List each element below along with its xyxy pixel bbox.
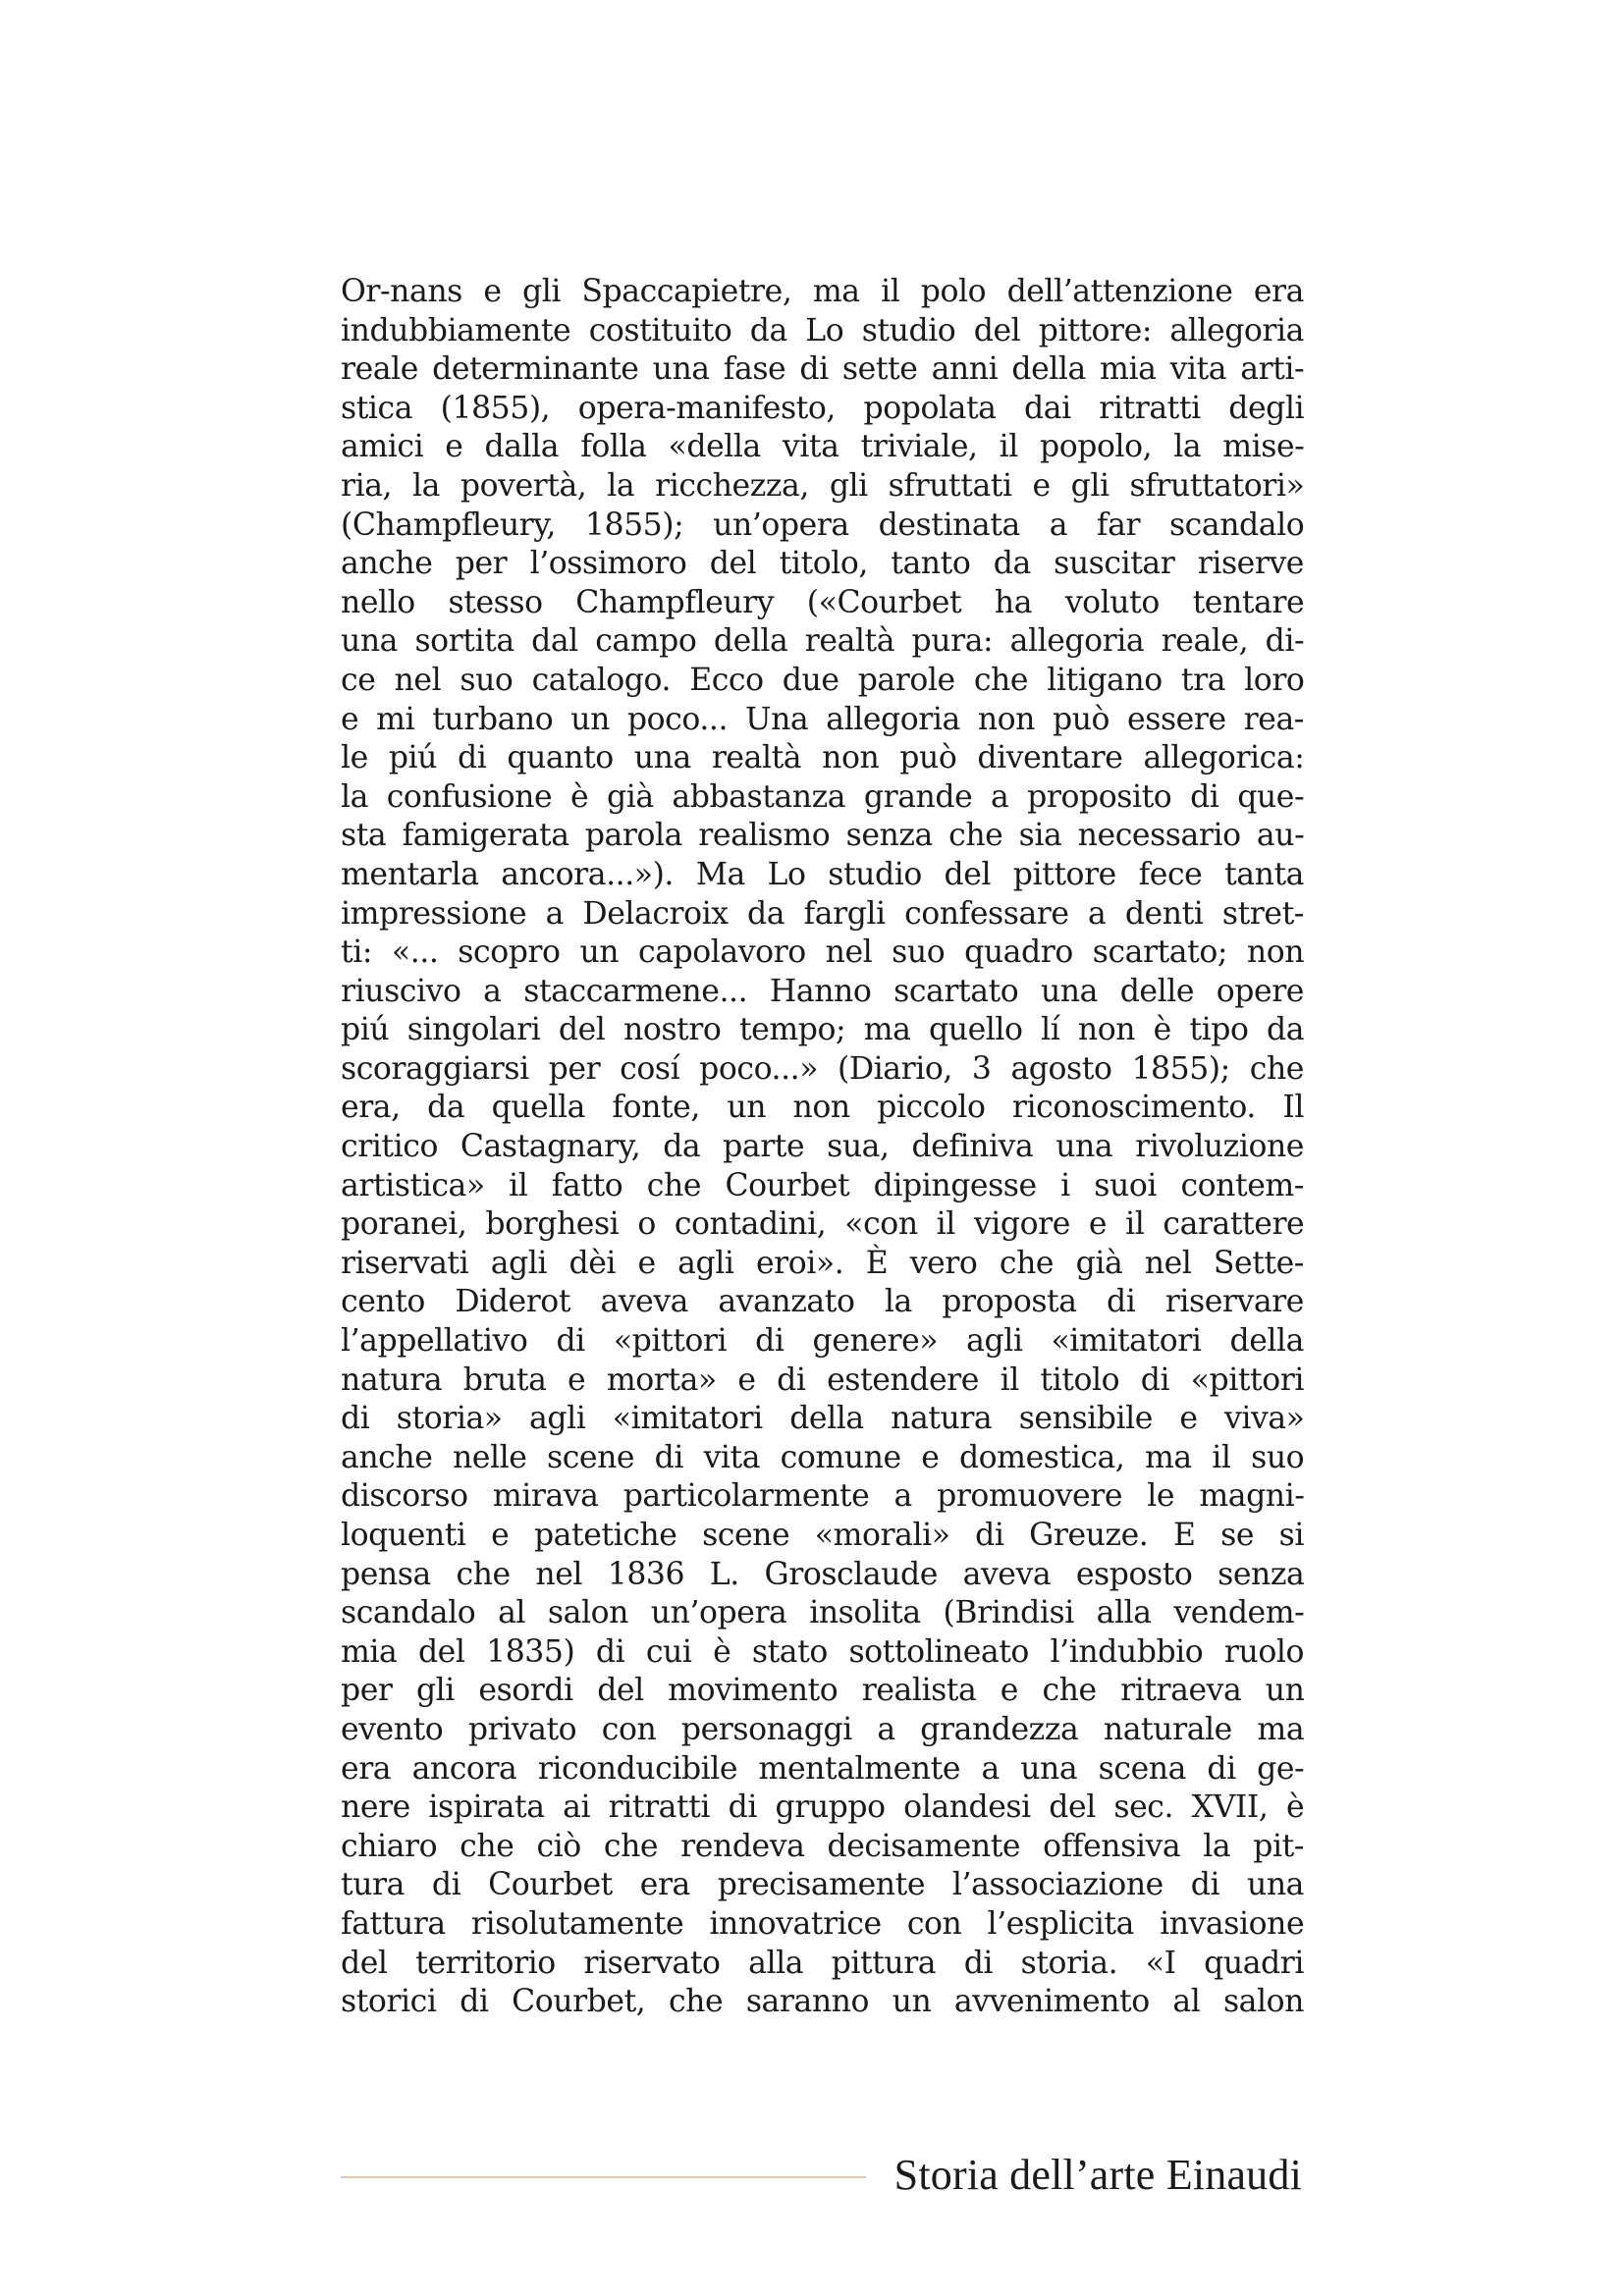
text-line: per gli esordi del movimento realista e che ritraeva un [341,1673,1305,1709]
text-line: stica (1855), opera-manifesto, popolata dai ritratti degli [341,390,1305,426]
text-line: artistica» il fatto che Courbet dipingesse i suoi contem- [341,1167,1304,1203]
text-line: riservati agli dèi e agli eroi». È vero che già nel Sette- [341,1245,1304,1281]
text-line: era ancora riconducibile mentalmente a una scena di ge- [341,1750,1305,1787]
text-line: amici e dalla folla «della vita triviale, il popolo, la mise- [341,429,1305,465]
text-line: indubbiamente costituito da Lo studio del pittore: allegoria [341,312,1304,348]
text-line: tura di Courbet era precisamente l’associazione di una [341,1867,1304,1903]
footer-title: Storia dell’arte Einaudi [893,2151,1302,2199]
text-line: loquenti e patetiche scene «morali» di Greuze. E se si [341,1518,1304,1553]
text-line: ce nel suo catalogo. Ecco due parole che litigano tra loro [341,662,1305,698]
text-line: del territorio riservato alla pittura di storia. «I quadri [341,1945,1304,1981]
text-line: impressione a Delacroix da fargli confessare a denti stret- [341,895,1304,932]
text-line: anche per l’ossimoro del titolo, tanto da suscitar riserve [341,546,1304,582]
text-line: natura bruta e morta» e di estendere il titolo di «pittori [341,1362,1304,1398]
text-line: scoraggiarsi per cosí poco...» (Diario, 3 agosto 1855); che [341,1050,1304,1087]
text-line: l’appellativo di «pittori di genere» agli «imitatori della [341,1323,1304,1360]
text-line: poranei, borghesi o contadini, «con il vigore e il carattere [341,1206,1305,1243]
text-line: e mi turbano un poco... Una allegoria non può essere rea- [341,701,1304,737]
text-line: nello stesso Champfleury («Courbet ha voluto tentare [341,584,1305,620]
text-line: anche nelle scene di vita comune e domestica, ma il suo [341,1439,1305,1475]
text-line: piú singolari del nostro tempo; ma quello lí non è tipo da [341,1012,1305,1048]
text-line: la confusione è già abbastanza grande a proposito di que- [341,778,1305,815]
text-line: storici di Courbet, che saranno un avvenimento al salon [341,1984,1304,2020]
text-line: reale determinante una fase di sette anni della mia vita arti- [341,351,1305,388]
text-line: mentarla ancora...»). Ma Lo studio del pittore fece tanta [341,856,1304,892]
text-line: riuscivo a staccarmene... Hanno scartato una delle opere [341,973,1304,1009]
text-line: fattura risolutamente innovatrice con l’esplicita invasione [341,1905,1305,1942]
text-line: chiaro che ciò che rendeva decisamente offensiva la pit- [341,1828,1304,1864]
text-line: evento privato con personaggi a grandezza naturale ma [341,1711,1305,1747]
text-line: Or-nans e gli Spaccapietre, ma il polo dell’attenzione era [341,274,1304,309]
text-line: sta famigerata parola realismo senza che sia necessario au- [341,818,1305,854]
text-line: pensa che nel 1836 L. Grosclaude aveva esposto senza [341,1556,1305,1592]
text-line: una sortita dal campo della realtà pura: allegoria reale, di- [341,623,1305,660]
text-line: scandalo al salon un’opera insolita (Brindisi alla vendem- [341,1595,1305,1631]
text-line: ti: «... scopro un capolavoro nel suo quadro scartato; non [341,934,1305,971]
text-line: di storia» agli «imitatori della natura sensibile e viva» [341,1401,1305,1437]
text-line: mia del 1835) di cui è stato sottolineato l’indubbio ruolo [341,1633,1304,1670]
text-line: nere ispirata ai ritratti di gruppo olandesi del sec. XVII, è [341,1789,1305,1826]
text-line: era, da quella fonte, un non piccolo riconoscimento. Il [341,1090,1304,1126]
text-line: discorso mirava particolarmente a promuovere le magni- [341,1478,1305,1515]
footer-rule [341,2176,866,2178]
text-line: (Champfleury, 1855); un’opera destinata a far scandalo [341,507,1305,543]
text-line: cento Diderot aveva avanzato la proposta di riservare [341,1284,1304,1320]
text-line: critico Castagnary, da parte sua, definiva una rivoluzione [341,1129,1304,1165]
body-text [341,273,1304,2022]
text-line: ria, la povertà, la ricchezza, gli sfruttati e gli sfruttatori» [341,467,1305,504]
text-line: le piú di quanto una realtà non può diventare allegorica: [341,740,1305,776]
